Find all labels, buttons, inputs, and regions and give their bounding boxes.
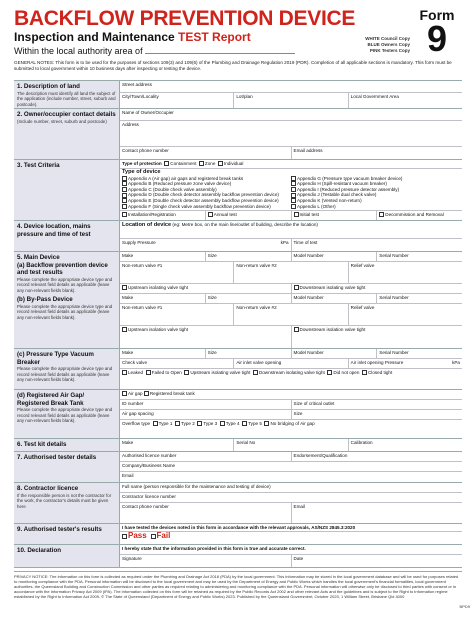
contractor-email-field[interactable]: Email <box>293 504 305 509</box>
test-annual-option[interactable]: Annual test <box>206 211 292 220</box>
date-field[interactable]: Date <box>293 556 304 561</box>
section-5-label: 5. Main Device (a) Backflow prevention device and test results Please complete the appropriate device type and record relevant field details as applicable (leave any non-relevant fields blank). (b) By-Pass Device Please complete the appropriate device type and record relevant field details as applicable (leave any non-relevant fields blank). <box>14 252 120 348</box>
individual-checkbox[interactable] <box>218 161 223 166</box>
bypass-size-field[interactable]: Size <box>206 294 292 303</box>
contractor-phone-field[interactable]: Contact phone number <box>120 503 292 523</box>
copy-blue: BLUE Owners Copy <box>367 42 410 47</box>
device-location-field[interactable]: Location of device (eg: Metre box, on the main line/outlet of building, describe the location) <box>122 222 318 228</box>
device-g-option[interactable]: Appendix G (Pressure type vacuum breaker device) <box>291 176 460 182</box>
tester-endorse-field[interactable]: Endorsement/Qualification <box>293 453 348 458</box>
signature-field[interactable]: Signature <box>120 555 292 567</box>
kit-make-field[interactable]: Make <box>120 439 234 451</box>
lga-field[interactable]: Local Government Area <box>350 94 399 99</box>
page-code: BPD9 <box>459 604 470 609</box>
section-2-label: 2. Owner/occupier contact details (Include number, street, suburb and postcode) <box>14 109 120 159</box>
bypass-downstream-tight[interactable]: Downstream isolation valve tight <box>292 326 463 348</box>
device-i-option[interactable]: Appendix I (Reduced pressure detector assembly) <box>291 187 460 193</box>
section-4 <box>14 220 462 251</box>
device-b-option[interactable]: Appendix B (Reduced pressure zone valve device) <box>122 181 291 187</box>
device-h-option[interactable]: Appendix H (Spill-resistant vacuum breaker) <box>291 181 460 187</box>
lot-plan-field[interactable]: Lot/plan <box>234 93 348 108</box>
section-1-fields <box>120 81 462 108</box>
section-2 <box>14 108 462 159</box>
authority-label: Within the local authority area of <box>14 46 143 56</box>
subtitle-part-b: TEST Report <box>178 30 251 44</box>
tester-email-field[interactable]: Email <box>122 473 134 478</box>
protection-label: Type of protection <box>122 161 162 166</box>
form-number-block <box>412 7 462 59</box>
section-2-fields <box>120 109 462 159</box>
subtitle-part-a: Inspection and Maintenance <box>14 30 175 44</box>
section-1-label: 1. Description of land The description must identify all land the subject of the application (include number, street, suburb and postcode). <box>14 81 120 108</box>
bypass-relief-field[interactable]: Relief valve <box>350 305 375 310</box>
declaration-statement: I hereby state that the information provided in this form is true and accurate correct. <box>122 546 306 551</box>
bypass-make-field[interactable]: Make <box>120 294 206 303</box>
ag-spacing-field[interactable]: Air gap spacing <box>120 410 292 419</box>
ag-critical-field[interactable]: Size of critical outlet <box>293 401 335 406</box>
section-5c-fields <box>120 349 462 389</box>
section-3 <box>14 159 462 220</box>
results-statement: I have tested the devices noted in this form in accordance with the relevant approvals, AS/NZS 2845.3:2020 <box>122 525 356 530</box>
device-type-title: Type of device <box>122 169 161 175</box>
bypass-check1-field[interactable]: Non-return valve #1 <box>120 304 234 325</box>
contractor-licence-field[interactable]: Contractor licence number <box>122 494 176 499</box>
main-upstream-tight[interactable]: Upstream isolating valve tight <box>120 284 292 293</box>
pvb-check-field[interactable]: Check valve <box>120 359 234 368</box>
form-word: Form <box>419 7 455 23</box>
pvb-make-field[interactable]: Make <box>120 349 206 358</box>
device-e-option[interactable]: Appendix E (Double check detector assembly backflow prevention device) <box>122 198 291 204</box>
pvb-serial-field[interactable]: Serial Number <box>379 350 409 355</box>
device-c-option[interactable]: Appendix C (Double check valve assembly) <box>122 187 291 193</box>
section-4-fields <box>120 221 462 251</box>
copy-pink: PINK Testers Copy <box>369 48 410 53</box>
street-address-field[interactable]: Street address <box>122 82 152 87</box>
test-decommission-option[interactable]: Decommission and Removal <box>377 211 462 220</box>
section-6 <box>14 438 462 451</box>
section-5-fields <box>120 252 462 348</box>
containment-checkbox[interactable] <box>164 161 169 166</box>
city-field[interactable]: City/Town/Locality <box>120 93 234 108</box>
section-7-label: 7. Authorised tester details <box>14 452 120 482</box>
section-5 <box>14 251 462 348</box>
section-5d-fields <box>120 390 462 438</box>
main-relief-field[interactable]: Relief valve <box>350 263 375 268</box>
overflow-type-options[interactable]: Overflow type Type 1 Type 2 Type 3 Type 4 Type 5 No bridging of Air gap <box>122 421 315 426</box>
bypass-serial-field[interactable]: Serial Number <box>379 295 409 300</box>
fail-checkbox <box>151 534 156 539</box>
main-downstream-tight[interactable]: Downstream isolating valve tight <box>292 284 463 293</box>
section-5d-label: (d) Registered Air Gap/ Registered Break Tank Please complete the appropriate device type and record relevant field details as applicable (leave any non-relevant fields blank). <box>14 390 120 438</box>
ag-id-field[interactable]: ID number <box>120 400 292 409</box>
kit-calibration-field[interactable]: Calibration <box>350 440 373 445</box>
general-notes: GENERAL NOTES: This form is to be used for the purposes of sections 109(3) and 109(6) of the Plumbing and Drainage Regulation 2019 (PDR). Completion of all applicable sections is mandatory. This form must be submitted to local government within 10 business days after inspecting or testing the device. <box>14 60 452 71</box>
device-f-option[interactable]: Appendix F (Single check valve assembly backflow prevention device) <box>122 204 291 210</box>
main-check1-field[interactable]: Non-return valve #1 <box>120 262 234 283</box>
contractor-name-field[interactable]: Full name (person responsible for the maintenance and testing of device) <box>122 484 271 489</box>
section-3-fields: Type of protection Containment Zone Individual Type of device Appendix A (Air gap) air gaps and registered break tanks Appendix B (Reduced pressure zone valve device) Appendix C (Double check valve assembly) Appendix D (Double check detector assembly backflow prevention device) Appendix E (Double check detector assembly backflow prevention device) Appendix F (Single check valve assembly backflow prevention device) Appendix G (Pressure type vacuum breaker device) Appendix H (Spill-resistant vacuum breaker) Appendix I (Reduced pressure detector assembly) Appendix J (Testable dual check valve) Appendix K (Vented non-return) Appendix L (Other) Installation/Registration Annual test Initial test Decommission and Removal <box>120 160 462 220</box>
kit-serial-field[interactable]: Serial No <box>234 439 348 451</box>
section-8 <box>14 482 462 523</box>
section-5c-label: (c) Pressure Type Vacuum Breaker Please complete the appropriate device type and record relevant field details as applicable (leave any non-relevant fields blank). <box>14 349 120 389</box>
authority-field[interactable] <box>145 45 295 54</box>
owner-email-field[interactable]: Email address <box>293 148 323 153</box>
form-page <box>14 8 462 599</box>
main-check2-field[interactable]: Non-return valve #2 <box>234 262 348 283</box>
zone-checkbox[interactable] <box>199 161 204 166</box>
pvb-options[interactable]: Leaked Failed to Open Upstream isolating valve tight Downstream isolating valve tight Did not open Closed tight <box>120 369 462 389</box>
time-of-test-field[interactable]: Time of test <box>293 240 318 245</box>
section-4-label: 4. Device location, mains pressure and time of test <box>14 221 120 251</box>
main-serial-field[interactable]: Serial Number <box>379 253 409 258</box>
section-10-label: 10. Declaration <box>14 545 120 567</box>
pvb-air-inlet-field[interactable]: Air inlet valve opening <box>234 359 348 368</box>
section-5c <box>14 348 462 389</box>
pass-checkbox <box>122 534 127 539</box>
section-3-label: 3. Test Criteria <box>14 160 120 220</box>
main-make-field[interactable]: Make <box>120 252 206 261</box>
owner-name-field[interactable]: Name of Owner/Occupier <box>122 110 174 115</box>
section-9 <box>14 523 462 544</box>
test-initial-option[interactable]: Initial test <box>292 211 378 220</box>
result-options[interactable]: Pass Fail <box>120 532 462 544</box>
owner-phone-field[interactable]: Contact phone number <box>120 147 292 159</box>
bypass-check2-field[interactable]: Non-return valve #2 <box>234 304 348 325</box>
section-8-label: 8. Contractor licence If the responsible person is not the contractor for the work, the contractor's details must be given here <box>14 483 120 523</box>
device-a-option[interactable]: Appendix A (Air gap) air gaps and registered break tanks <box>122 176 291 182</box>
main-size-field[interactable]: Size <box>206 252 292 261</box>
section-5d <box>14 389 462 438</box>
ag-size-field[interactable]: Size <box>293 411 303 416</box>
main-model-field[interactable]: Model Number <box>292 252 378 261</box>
bypass-model-field[interactable]: Model Number <box>292 294 378 303</box>
test-install-option[interactable]: Installation/Registration <box>120 211 206 220</box>
pvb-air-pressure-field[interactable]: Air inlet opening Pressure kPa <box>350 360 460 365</box>
form-header <box>14 7 462 59</box>
section-6-label: 6. Test kit details <box>14 439 120 451</box>
bypass-upstream-tight[interactable]: Upstream isolation valve tight <box>120 326 292 348</box>
owner-address-field[interactable]: Address <box>122 122 139 127</box>
air-gap-option[interactable]: Air gap Registered break tank <box>120 390 462 399</box>
privacy-notice: PRIVACY NOTICE: The information on this form is collected as required under the Plumbing and Drainage Act 2018 (PDA) by the local government. This information may be stored in the local government database and will be used for purposes related to monitoring compliance with the PDA. Personal information will be disclosed to the local government and may be used by the Department of Energy and Public Works which handles the local government's financial formalities, local government authorities, the Queensland Building and Construction Commission and other parties as required relating to administering and monitoring compliance with the PDA. Personal information will otherwise only be disclosed to third parties with consent or in accordance with the Information Privacy Act 2009 (IPA). The information collected on this form will be retained as required by the Public Records Act 2002 and other relevant Acts and the guidelines and is subject to the Right to Information regime established by the Right to Information Act 2009. © The State of Queensland (Department of Energy and Public Works) 2023. Published by the Queensland Government, October 2023, 1 William Street, Brisbane Qld 4000 <box>14 571 462 599</box>
device-l-option[interactable]: Appendix L (Other) <box>291 204 460 210</box>
form-number: 9 <box>426 18 448 59</box>
copy-white: WHITE Council Copy <box>365 36 410 41</box>
section-9-label: 9. Authorised tester's results <box>14 524 120 544</box>
tester-company-field[interactable]: Company/Business Name <box>122 463 176 468</box>
form-title: BACKFLOW PREVENTION DEVICE <box>14 7 356 30</box>
tester-licence-field[interactable]: Authorised licence number <box>120 452 292 461</box>
section-7 <box>14 451 462 482</box>
device-d-option[interactable]: Appendix D (Double check detector assembly backflow prevention device) <box>122 192 291 198</box>
device-j-option[interactable]: Appendix J (Testable dual check valve) <box>291 192 460 198</box>
section-1 <box>14 80 462 108</box>
section-10 <box>14 544 462 568</box>
pvb-size-field[interactable]: Size <box>206 349 292 358</box>
copy-distribution <box>365 36 410 54</box>
supply-pressure-field[interactable]: Supply Pressure kPa <box>120 239 292 251</box>
pvb-model-field[interactable]: Model Number <box>292 349 378 358</box>
device-k-option[interactable]: Appendix K (Vented non-return) <box>291 198 460 204</box>
